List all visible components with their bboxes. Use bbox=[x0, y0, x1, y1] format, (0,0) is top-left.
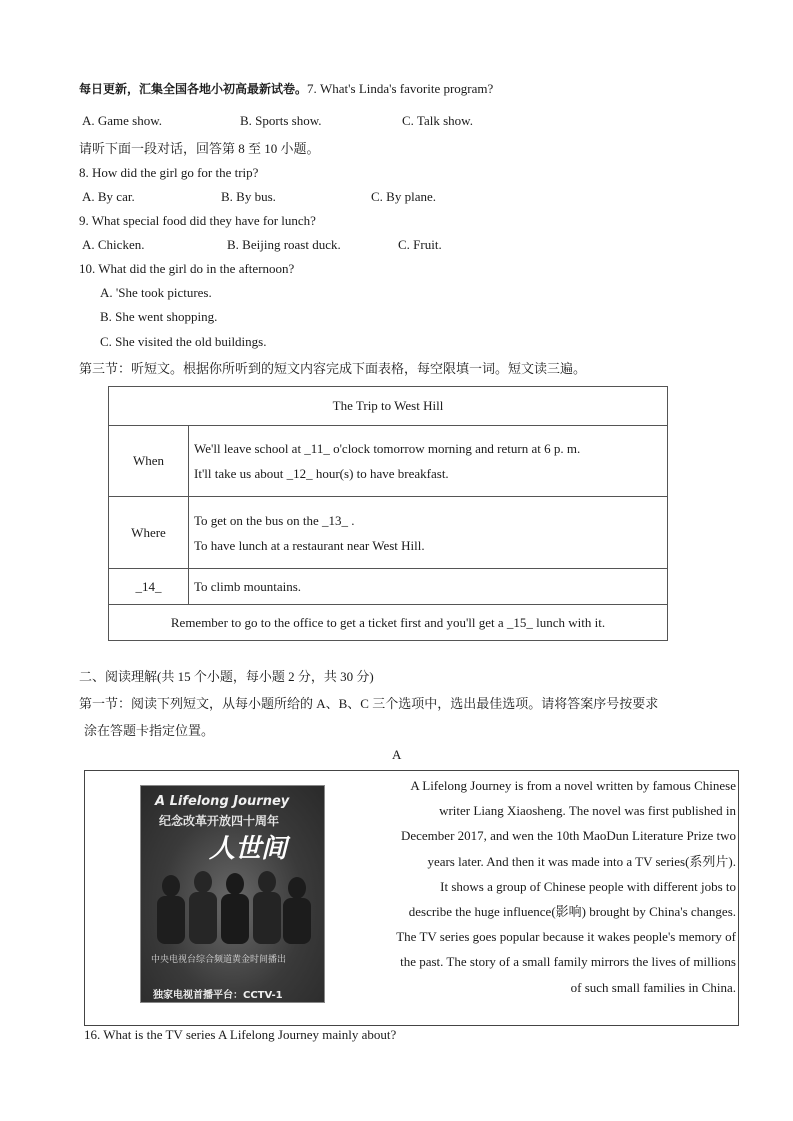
row-content-where bbox=[189, 497, 668, 569]
poster-title-zh-small: 纪念改革开放四十周年 bbox=[159, 814, 280, 828]
passage-a-box bbox=[84, 770, 739, 1026]
q10-option-b: B. She went shopping. bbox=[100, 309, 218, 324]
passage-label: A bbox=[392, 747, 402, 762]
table-title-row bbox=[109, 387, 668, 426]
passage-line: of such small families in China. bbox=[570, 979, 736, 995]
row-content-when bbox=[189, 426, 668, 497]
instruction-8-10: 请听下面一段对话，回答第 8 至 10 小题。 bbox=[79, 141, 320, 156]
q9-option-b: B. Beijing roast duck. bbox=[227, 237, 341, 252]
table-row-blank-14 bbox=[109, 569, 668, 605]
when-line-2: It'll take us about _12_ hour(s) to have breakfast. bbox=[194, 466, 449, 481]
poster-title-en: A Lifelong Journey bbox=[155, 794, 290, 809]
tv-poster-image bbox=[140, 785, 325, 1003]
q7-option-b: B. Sports show. bbox=[240, 113, 322, 128]
q8-option-a: A. By car. bbox=[82, 189, 135, 204]
q10-option-a: A. 'She took pictures. bbox=[100, 285, 212, 300]
passage-line: the past. The story of a small family mirrors the lives of millions bbox=[400, 954, 736, 970]
when-line-1: We'll leave school at _11_ o'clock tomorrow morning and return at 6 p. m. bbox=[194, 441, 581, 456]
question-10: 10. What did the girl do in the afternoon? bbox=[79, 261, 295, 276]
q9-option-c: C. Fruit. bbox=[398, 237, 442, 252]
table-footer: Remember to go to the office to get a ticket first and you'll get a _15_ lunch with it. bbox=[109, 605, 668, 641]
row-label-when: When bbox=[109, 426, 189, 497]
table-row-where bbox=[109, 497, 668, 569]
poster-caption: 中央电视台综合频道黄金时间播出 bbox=[151, 955, 287, 965]
part2-instruction-line1: 第一节：阅读下列短文，从每小题所给的 A、B、C 三个选项中，选出最佳选项。请将答案序号按要求 bbox=[79, 696, 659, 711]
q7-option-a: A. Game show. bbox=[82, 113, 163, 128]
q8-option-b: B. By bus. bbox=[221, 189, 276, 204]
where-line-1: To get on the bus on the _13_ . bbox=[194, 512, 355, 528]
passage-line: describe the huge influence(影响) brought by China's changes. bbox=[408, 904, 736, 920]
row-label-where: Where bbox=[109, 497, 189, 569]
trip-table bbox=[108, 386, 668, 641]
q10-option-c: C. She visited the old buildings. bbox=[100, 334, 267, 349]
poster-title-zh-big: 人世间 bbox=[209, 834, 288, 864]
passage-line: December 2017, and wen the 10th MaoDun Literature Prize two bbox=[400, 828, 736, 844]
passage-line: years later. And then it was made into a TV series(系列片). bbox=[427, 853, 736, 869]
question-9: 9. What special food did they have for lunch? bbox=[79, 213, 316, 228]
table-title: The Trip to West Hill bbox=[109, 387, 668, 426]
header-line bbox=[79, 80, 493, 97]
header-bold-prefix: 每日更新，汇集全国各地小初高最新试卷。 bbox=[79, 82, 308, 96]
q8-option-c: C. By plane. bbox=[371, 189, 436, 204]
poster-people-silhouettes bbox=[141, 864, 324, 944]
passage-line: A Lifelong Journey is from a novel written by famous Chinese bbox=[410, 778, 736, 793]
part2-heading: 二、阅读理解(共 15 个小题，每小题 2 分，共 30 分) bbox=[79, 669, 374, 684]
row-label-blank-14: _14_ bbox=[109, 569, 189, 605]
part2-instruction-line2: 涂在答题卡指定位置。 bbox=[84, 723, 215, 738]
q9-option-a: A. Chicken. bbox=[82, 237, 145, 252]
passage-line: The TV series goes popular because it wakes people's memory of bbox=[396, 929, 736, 945]
question-16: 16. What is the TV series A Lifelong Journey mainly about? bbox=[84, 1027, 397, 1042]
question-7: 7. What's Linda's favorite program? bbox=[307, 81, 494, 96]
question-8: 8. How did the girl go for the trip? bbox=[79, 165, 259, 180]
section3-instruction: 第三节：听短文。根据你所听到的短文内容完成下面表格，每空限填一词。短文读三遍。 bbox=[79, 361, 587, 376]
row-content-blank-14: To climb mountains. bbox=[189, 569, 668, 605]
passage-text bbox=[366, 773, 736, 1000]
passage-line: writer Liang Xiaosheng. The novel was first published in bbox=[439, 803, 736, 819]
table-footer-row bbox=[109, 605, 668, 641]
passage-line: It shows a group of Chinese people with different jobs to bbox=[440, 878, 736, 894]
poster-channel: 独家电视首播平台：CCTV-1 bbox=[153, 990, 283, 1001]
q7-option-c: C. Talk show. bbox=[402, 113, 473, 128]
where-line-2: To have lunch at a restaurant near West Hill. bbox=[194, 537, 425, 553]
table-row-when bbox=[109, 426, 668, 497]
